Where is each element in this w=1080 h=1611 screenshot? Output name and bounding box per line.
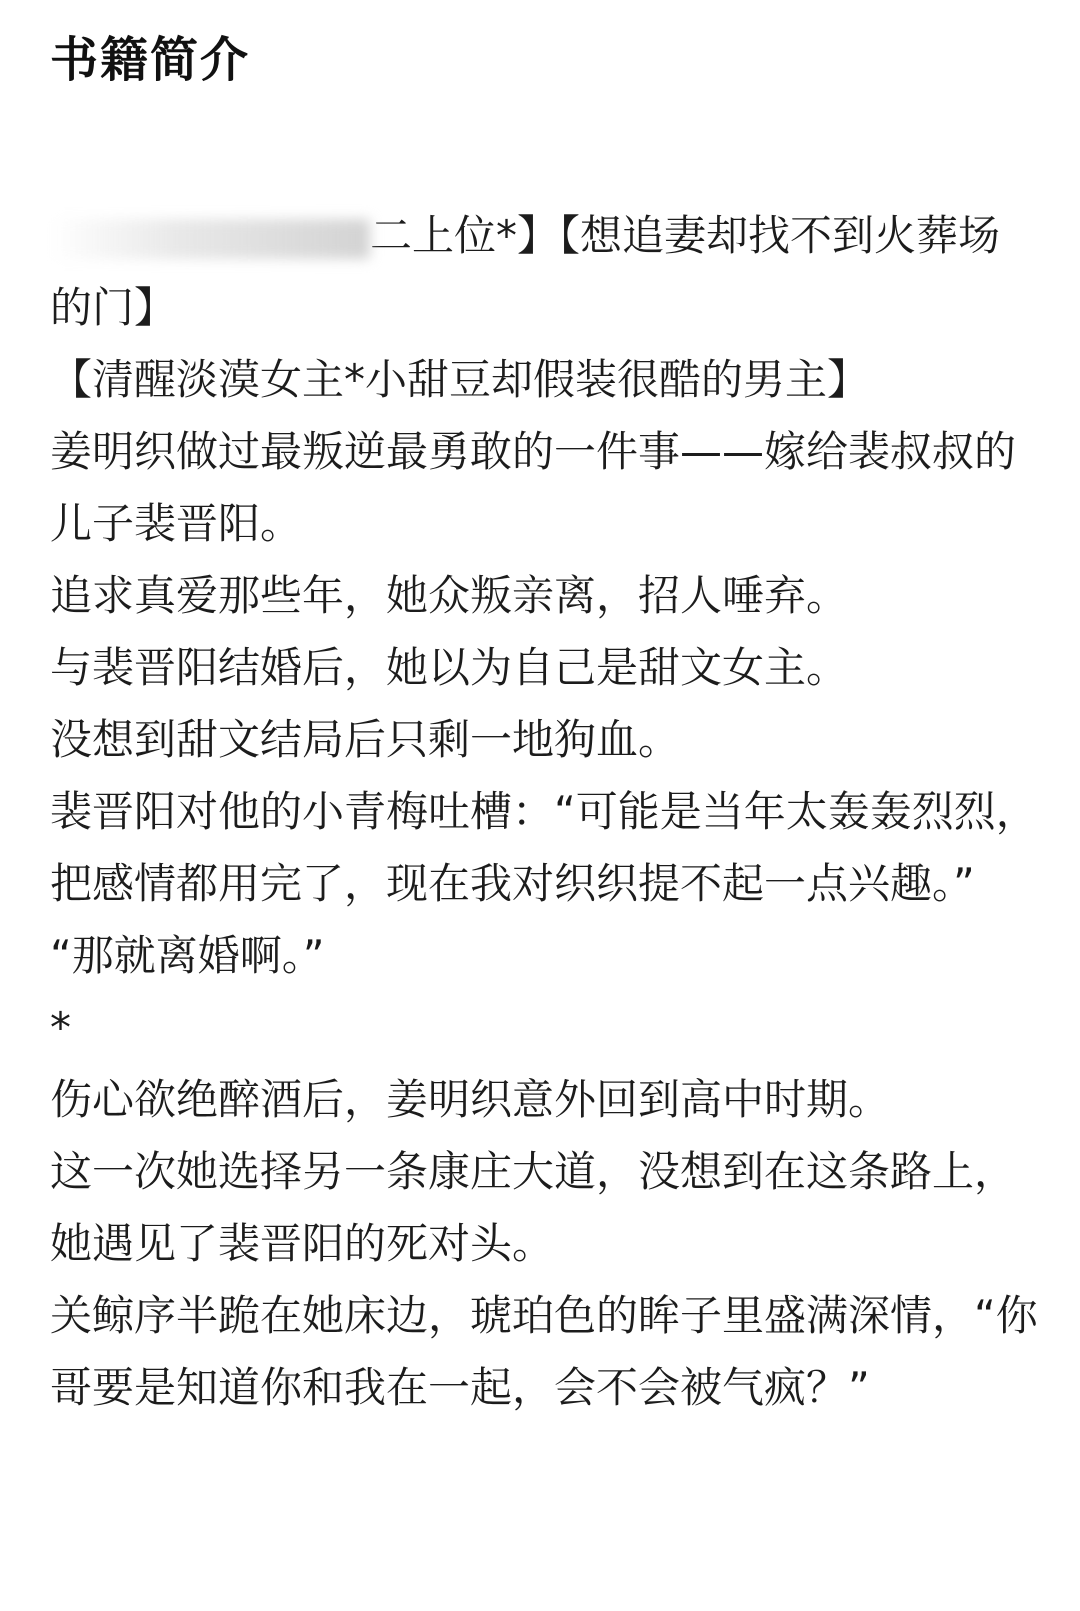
- intro-line: “那就离婚啊。”: [50, 931, 325, 980]
- intro-line: 关鲸序半跪在她床边，琥珀色的眸子里盛满深情，“你哥要是知道你和我在一起，会不会被气疯？”: [50, 1291, 1038, 1412]
- intro-line: *: [50, 1003, 71, 1052]
- intro-line: 【清醒淡漠女主*小甜豆却假装很酷的男主】: [50, 355, 870, 404]
- intro-line: 没想到甜文结局后只剩一地狗血。: [50, 715, 681, 764]
- blurred-text: [50, 200, 370, 272]
- intro-line: 裴晋阳对他的小青梅吐槽：“可能是当年太轰轰烈烈，把感情都用完了，现在我对织织提不起一点兴趣。”: [50, 787, 1038, 908]
- page-title: 书籍简介: [50, 32, 251, 88]
- intro-line: 追求真爱那些年，她众叛亲离，招人唾弃。: [50, 571, 849, 620]
- intro-text: [50, 200, 1040, 1424]
- intro-line: 与裴晋阳结婚后，她以为自己是甜文女主。: [50, 643, 849, 692]
- intro-first-line: 二上位*】【想追妻却找不到火葬场的门】: [50, 200, 1040, 344]
- intro-line: 这一次她选择另一条康庄大道，没想到在这条路上，她遇见了裴晋阳的死对头。: [50, 1147, 1017, 1268]
- intro-line: 姜明织做过最叛逆最勇敢的一件事——嫁给裴叔叔的儿子裴晋阳。: [50, 427, 1017, 548]
- intro-line: 伤心欲绝醉酒后，姜明织意外回到高中时期。: [50, 1075, 891, 1124]
